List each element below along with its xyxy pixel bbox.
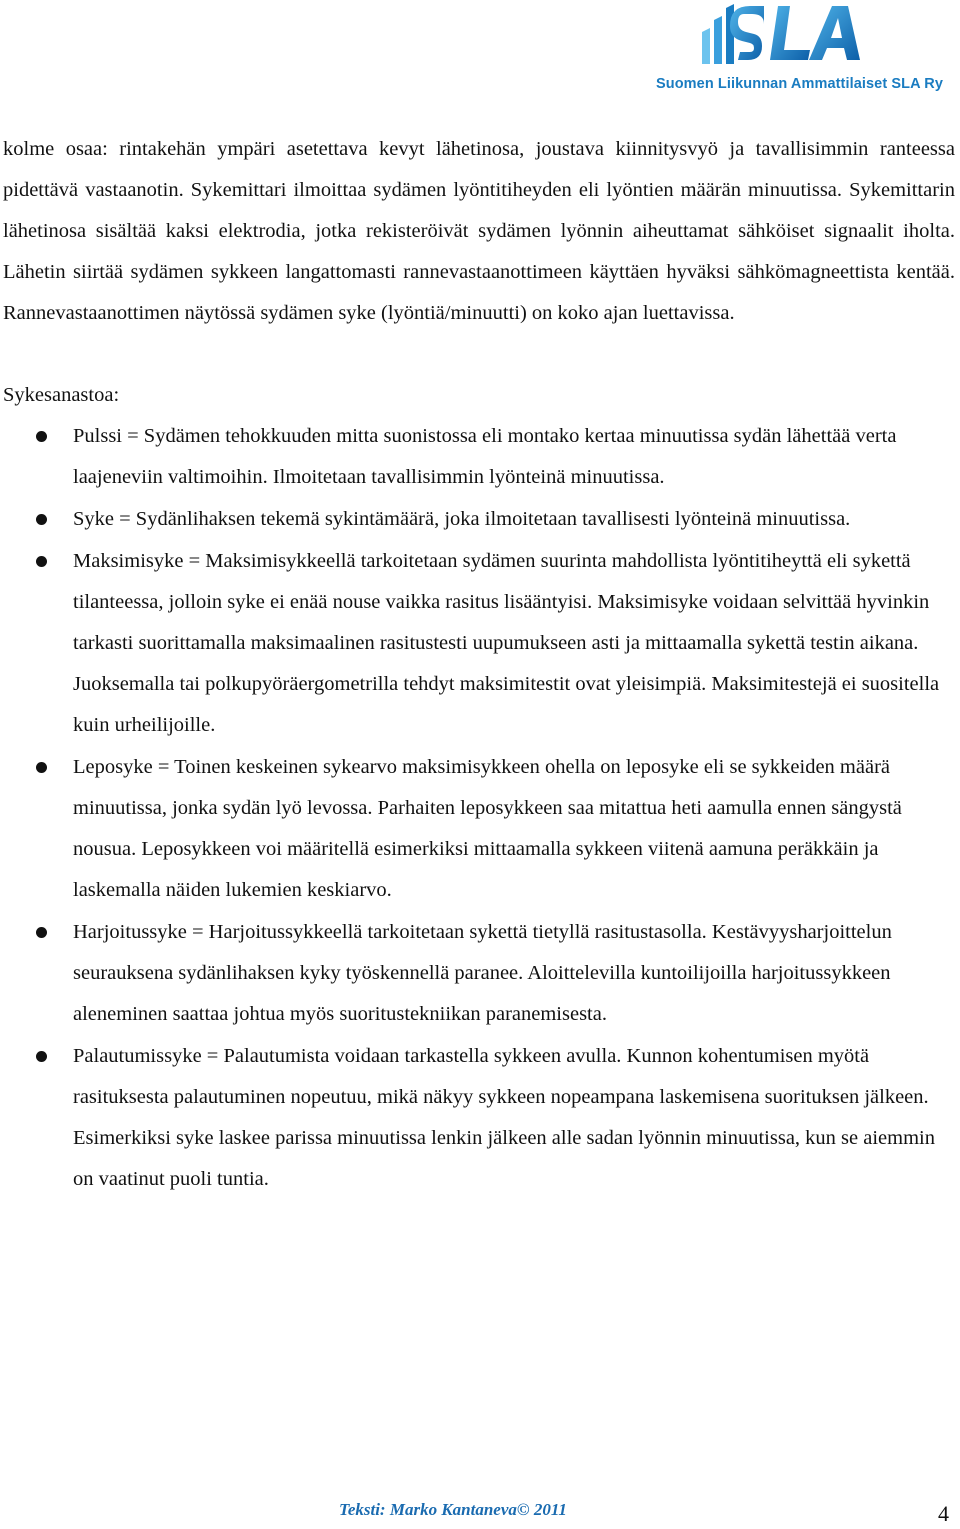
glossary-item-text: Pulssi = Sydämen tehokkuuden mitta suonistossa eli montako kertaa minuutissa sydän lähettää verta laajeneviin valtimoihin. Ilmoitetaan tavallisimmin lyönteinä minuutissa.	[73, 425, 897, 488]
glossary-item-text: Harjoitussyke = Harjoitussykkeellä tarkoitetaan sykettä tietyllä rasitustasolla. Kestävyysharjoittelun seurauksena sydänlihaksen kyky työskennellä paranee. Aloittelevilla kuntoilijoilla harjoitussykkeen aleneminen saattaa johtua myös suoritustekniikan paranemisesta.	[73, 921, 892, 1025]
glossary-item-harjoitussyke	[3, 912, 955, 1035]
sla-logo	[640, 0, 960, 100]
document-body	[3, 129, 955, 1200]
bullet-icon	[36, 556, 47, 567]
footer-credit: Teksti: Marko Kantaneva© 2011	[339, 1500, 567, 1519]
glossary-item-text: Maksimisyke = Maksimisykkeellä tarkoitetaan sydämen suurinta mahdollista lyöntitiheyttä eli sykettä tilanteessa, jolloin syke ei enää nouse vaikka rasitus lisääntyisi. Maksimisyke voidaan selvittää hyvinkin tarkasti suorittamalla maksimaalinen rasitustesti uupumukseen asti ja mittaamalla sykettä testin aikana. Juoksemalla tai polkupyöräergometrilla tehdyt maksimitestit ovat yleisimpiä. Maksimitestejä ei suositella kuin urheilijoille.	[73, 550, 940, 736]
glossary-item-text: Leposyke = Toinen keskeinen sykearvo maksimisykkeen ohella on leposyke eli se sykkeiden määrä minuutissa, jonka sydän lyö levossa. Parhaiten leposykkeen saa mitattua heti aamulla ennen sängystä nousua. Leposykkeen voi määritellä esimerkiksi mittaamalla sykkeen viitenä aamuna peräkkäin ja laskemalla näiden lukemien keskiarvo.	[73, 756, 902, 901]
glossary-list	[3, 416, 955, 1200]
bullet-icon	[36, 762, 47, 773]
glossary-item-text: Palautumissyke = Palautumista voidaan tarkastella sykkeen avulla. Kunnon kohentumisen myötä rasituksesta palautuminen nopeutuu, mikä näkyy sykkeen nopeampana laskemisena suorituksen jälkeen. Esimerkiksi syke laskee parissa minuutissa lenkin jälkeen alle sadan lyönnin minuutissa, kun se aiemmin on vaatinut puoli tuntia.	[73, 1045, 935, 1190]
glossary-item-pulssi	[3, 416, 955, 498]
bullet-icon	[36, 431, 47, 442]
glossary-item-syke	[3, 499, 955, 540]
page-number: 4	[938, 1501, 949, 1526]
glossary-item-leposyke	[3, 747, 955, 911]
glossary-heading: Sykesanastoa:	[3, 384, 120, 406]
bullet-icon	[36, 1051, 47, 1062]
bullet-icon	[36, 927, 47, 938]
logo-tagline: Suomen Liikunnan Ammattilaiset SLA Ry	[656, 76, 944, 92]
bullet-icon	[36, 514, 47, 525]
glossary-item-palautumissyke	[3, 1036, 955, 1200]
glossary-item-text: Syke = Sydänlihaksen tekemä sykintämäärä, joka ilmoitetaan tavallisesti lyönteinä minuutissa.	[73, 508, 851, 530]
glossary-item-maksimisyke	[3, 541, 955, 746]
intro-paragraph: kolme osaa: rintakehän ympäri asetettava kevyt lähetinosa, joustava kiinnitysvyö ja tavallisimmin ranteessa pidettävä vastaanotin. Sykemittari ilmoittaa sydämen lyöntitiheyden eli lyöntien määrän minuutissa. Sykemittarin lähetinosa sisältää kaksi elektrodia, jotka rekisteröivät sydämen lyönnin aiheuttamat sähköiset signaalit iholta. Lähetin siirtää sydämen sykkeen langattomasti rannevastaanottimeen käyttäen hyväksi sähkömagneettista kentää. Rannevastaanottimen näytössä sydämen syke (lyöntiä/minuutti) on koko ajan luettavissa.	[3, 138, 955, 324]
sla-logo-mark	[692, 2, 892, 70]
